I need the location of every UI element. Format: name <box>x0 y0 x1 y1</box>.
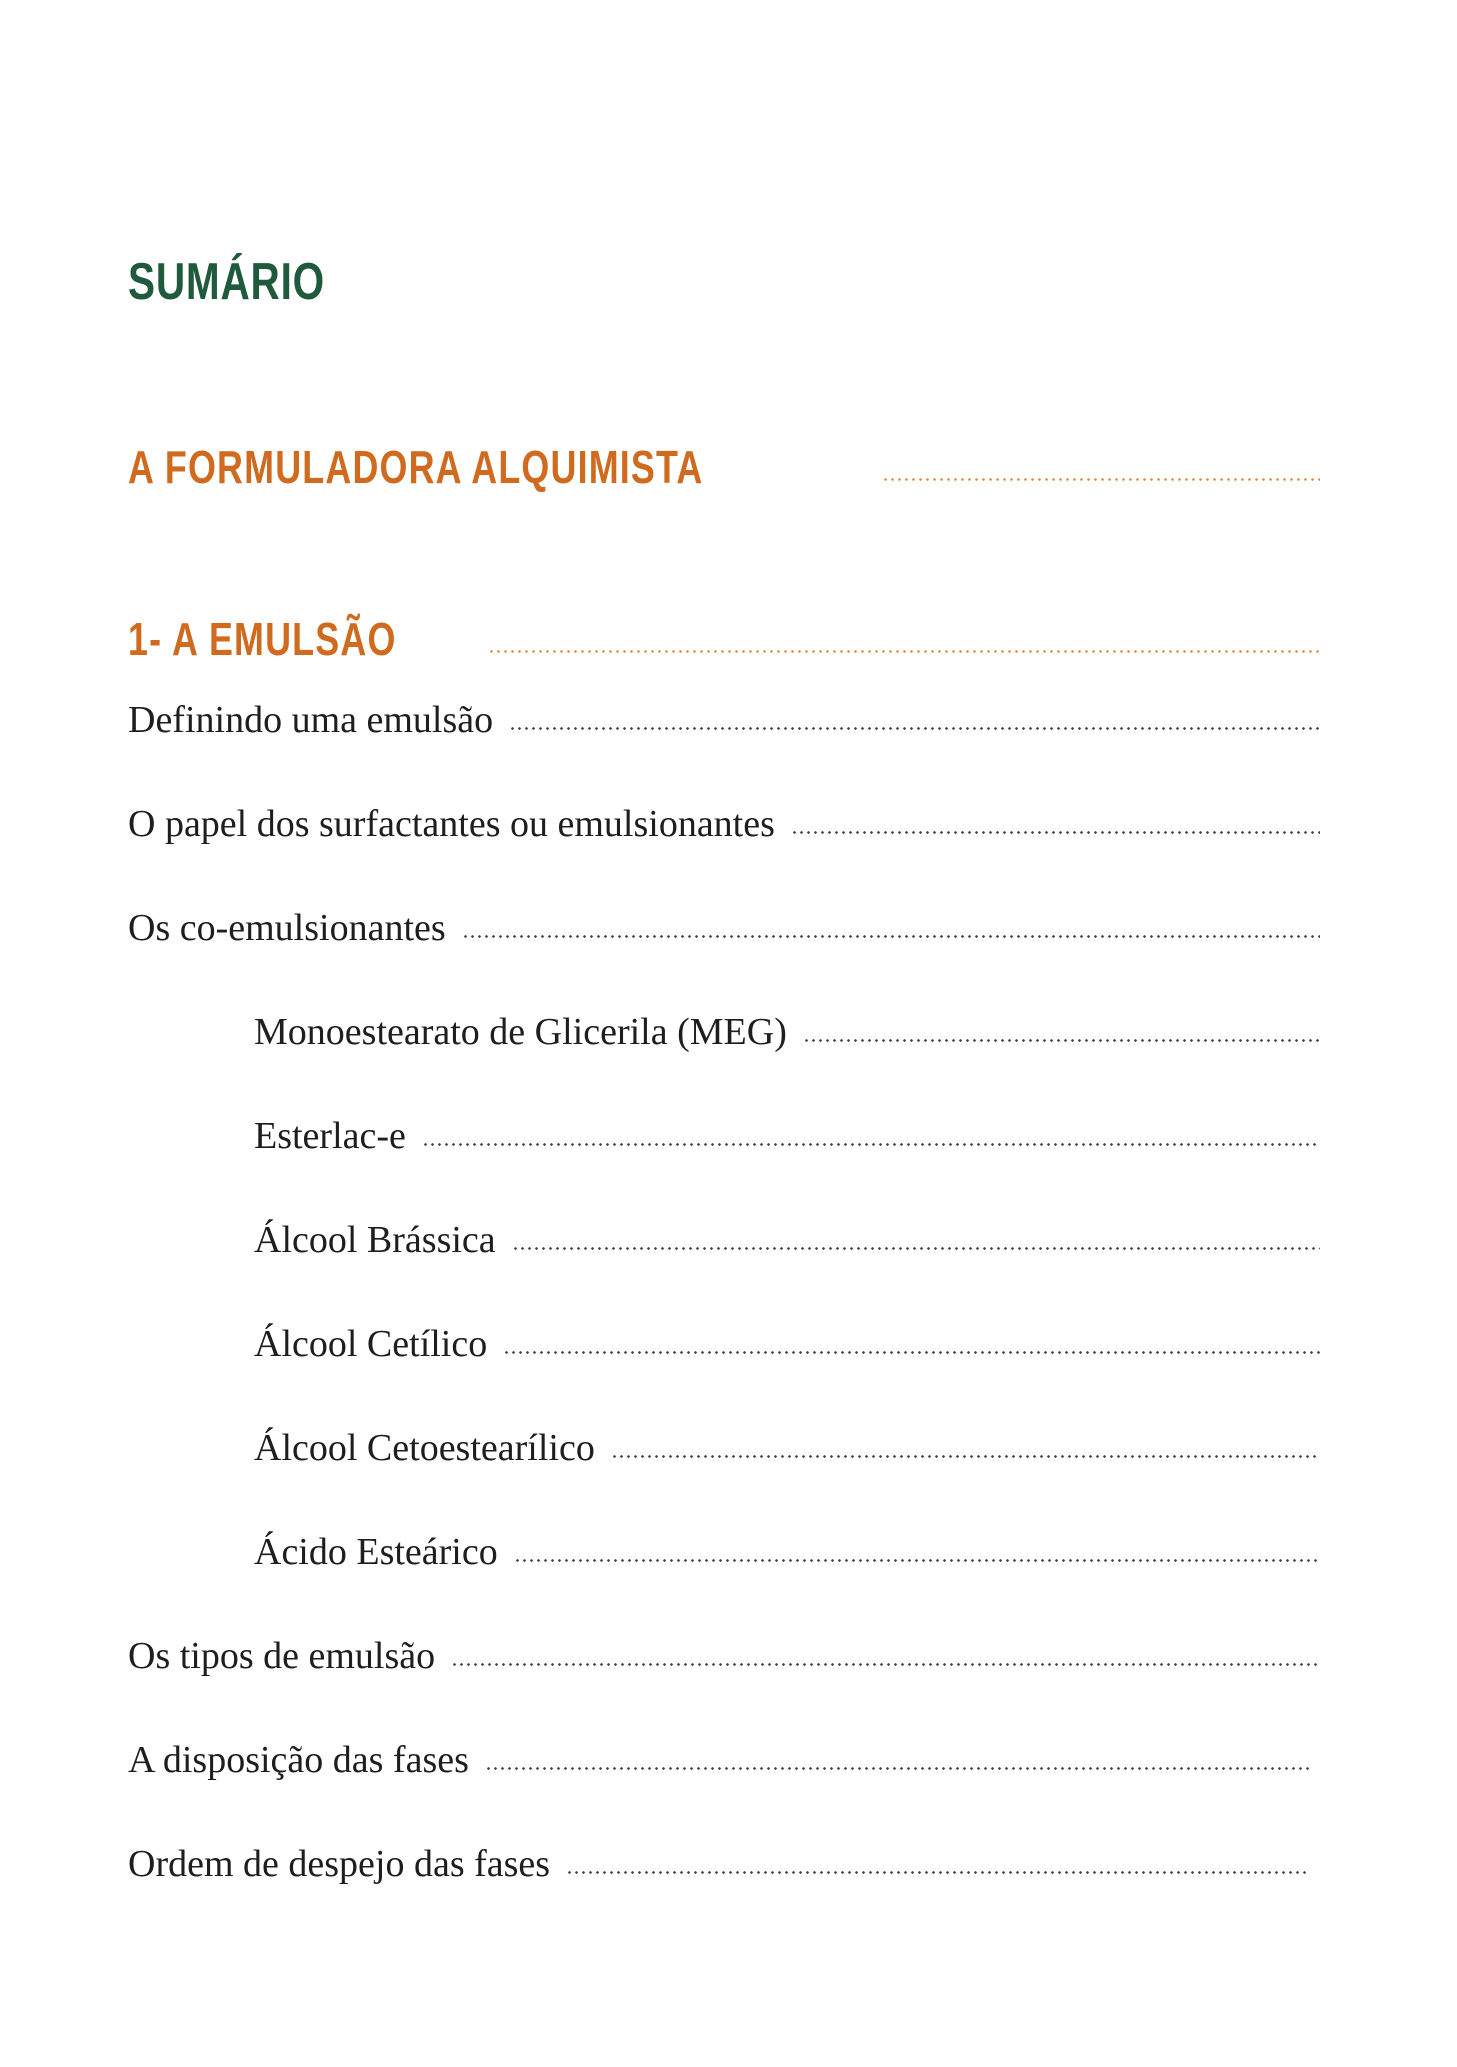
dot-leader <box>514 1559 1320 1562</box>
toc-item-papel-surfactantes[interactable] <box>128 802 1320 846</box>
dot-leader <box>503 1351 1320 1354</box>
dot-leader <box>422 1143 1320 1146</box>
dot-leader <box>882 478 1320 481</box>
toc-subitem-alcool-cetoestearilico[interactable] <box>254 1426 1320 1470</box>
toc-heading-label: 1- A EMULSÃO <box>128 613 397 665</box>
toc-item-tipos-emulsao[interactable] <box>128 1634 1320 1678</box>
dot-leader <box>488 650 1320 653</box>
toc-subitem-acido-estearico[interactable] <box>254 1530 1320 1574</box>
toc-item-label: Ordem de despejo das fases <box>128 1843 551 1885</box>
toc-heading-emulsao[interactable] <box>128 612 1320 666</box>
toc-subitem-label: Monoestearato de Glicerila (MEG) <box>254 1011 787 1053</box>
toc-item-definindo[interactable] <box>128 698 1320 742</box>
toc-subitem-esterlac[interactable] <box>254 1114 1320 1158</box>
dot-leader <box>803 1039 1320 1042</box>
toc-subitem-meg[interactable] <box>254 1010 1320 1054</box>
toc-item-label: A disposição das fases <box>128 1739 469 1781</box>
dot-leader <box>462 935 1320 938</box>
toc-item-label: Os tipos de emulsão <box>128 1635 436 1677</box>
dot-leader <box>566 1871 1310 1874</box>
page-title: SUMÁRIO <box>128 253 325 311</box>
dot-leader <box>451 1663 1320 1666</box>
toc-subitem-alcool-cetilico[interactable] <box>254 1322 1320 1366</box>
toc-subitem-label: Álcool Cetoestearílico <box>254 1427 595 1469</box>
toc-item-label: Definindo uma emulsão <box>128 699 494 741</box>
toc-item-label: Os co-emulsionantes <box>128 907 446 949</box>
toc-heading-formuladora[interactable] <box>128 440 1320 494</box>
toc-subitem-label: Álcool Cetílico <box>254 1323 488 1365</box>
toc-item-co-emulsionantes[interactable] <box>128 906 1320 950</box>
toc-subitem-label: Esterlac-e <box>254 1115 406 1157</box>
dot-leader <box>512 1247 1320 1250</box>
dot-leader <box>611 1455 1320 1458</box>
dot-leader <box>485 1767 1310 1770</box>
toc-subitem-label: Álcool Brássica <box>254 1219 496 1261</box>
toc-subitem-label: Ácido Esteárico <box>254 1531 498 1573</box>
dot-leader <box>791 831 1320 834</box>
toc-item-label: O papel dos surfactantes ou emulsionantes <box>128 803 775 845</box>
dot-leader <box>509 727 1320 730</box>
toc-item-ordem-despejo[interactable] <box>128 1842 1310 1886</box>
toc-heading-label: A FORMULADORA ALQUIMISTA <box>128 441 704 493</box>
toc-subitem-alcool-brassica[interactable] <box>254 1218 1320 1262</box>
toc-item-disposicao-fases[interactable] <box>128 1738 1310 1782</box>
